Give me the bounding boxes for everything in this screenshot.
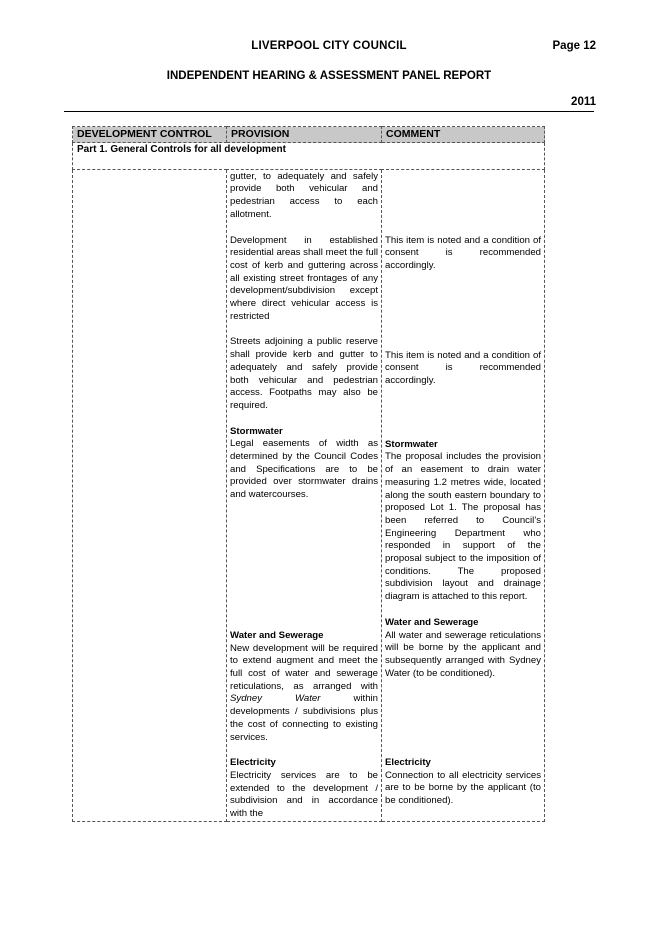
table-header-row (73, 127, 545, 143)
provision-text: Electricity services are to be extended to the development / subdivision and in accordance with the (230, 769, 378, 820)
comment-block (385, 235, 541, 337)
provision-block (230, 426, 378, 502)
provision-cell (227, 169, 382, 821)
provision-text-italic: Sydney Water (230, 693, 321, 705)
provision-block (230, 757, 378, 821)
provision-heading: Electricity (230, 757, 276, 769)
column-header-provision: PROVISION (227, 127, 382, 143)
provision-text: gutter, to adequately and safely provide both vehicular and pedestrian access to each allotment. (230, 170, 378, 220)
comment-text: All water and sewerage reticulations will be borne by the applicant and subsequently arranged with Sydney Water (to be conditioned). (385, 629, 541, 679)
provision-block (230, 171, 378, 222)
provision-text: Streets adjoining a public reserve shall provide kerb and gutter to adequately and safely provide both vehicular and pedestrian access. Footpaths may also be required. (230, 336, 378, 411)
part-row (73, 143, 545, 170)
header-page-number: Page 12 (552, 40, 596, 52)
comment-cell (382, 169, 545, 821)
provision-block (230, 528, 378, 744)
comment-heading: Water and Sewerage (385, 616, 479, 628)
assessment-table (72, 126, 545, 822)
provision-text: within developments / subdivisions plus the cost of connecting to existing services. (230, 693, 378, 743)
comment-block (385, 617, 541, 744)
provision-heading: Stormwater (230, 425, 283, 437)
header-year: 2011 (571, 96, 596, 108)
provision-heading: Water and Sewerage (230, 629, 324, 641)
column-header-comment: COMMENT (382, 127, 545, 143)
comment-text: This item is noted and a condition of consent is recommended accordingly. (385, 234, 541, 272)
provision-text: New development will be required to extend augment and meet the full cost of water and sewerage reticulations, as arranged with (230, 642, 378, 692)
comment-heading: Electricity (385, 756, 431, 768)
table-row (73, 169, 545, 821)
comment-heading: Stormwater (385, 438, 438, 450)
part-label: Part 1. General Controls for all development (73, 143, 545, 170)
comment-block (385, 757, 541, 808)
comment-block (385, 350, 541, 426)
header-council: LIVERPOOL CITY COUNCIL (251, 40, 407, 52)
comment-block (385, 439, 541, 604)
comment-text: This item is noted and a condition of consent is recommended accordingly. (385, 349, 541, 387)
comment-block (385, 171, 541, 222)
comment-text: Connection to all electricity services are to be borne by the applicant (to be conditioned). (385, 769, 541, 806)
column-header-development-control: DEVELOPMENT CONTROL (73, 127, 227, 143)
header-rule (64, 111, 594, 112)
provision-block (230, 235, 378, 324)
comment-text: The proposal includes the provision of an easement to drain water measuring 1.2 metres wide, located along the south eastern boundary to proposed Lot 1. The proposal has been referred to Council’s Engineering Department who responded in support of the proposal subject to the imposition of conditions. The proposed subdivision layout and drainage diagram is attached to this report. (385, 451, 541, 603)
provision-text: Development in established residential areas shall meet the full cost of kerb and guttering across all existing street frontages of any development/subdivision except where direct vehicular access is restricted (230, 234, 378, 322)
development-control-cell (73, 169, 227, 821)
provision-block (230, 336, 378, 412)
provision-text: Legal easements of width as determined by the Council Codes and Specifications are to be provided over stormwater drains and watercourses. (230, 438, 378, 501)
header-report-title: INDEPENDENT HEARING & ASSESSMENT PANEL REPORT (166, 70, 492, 82)
